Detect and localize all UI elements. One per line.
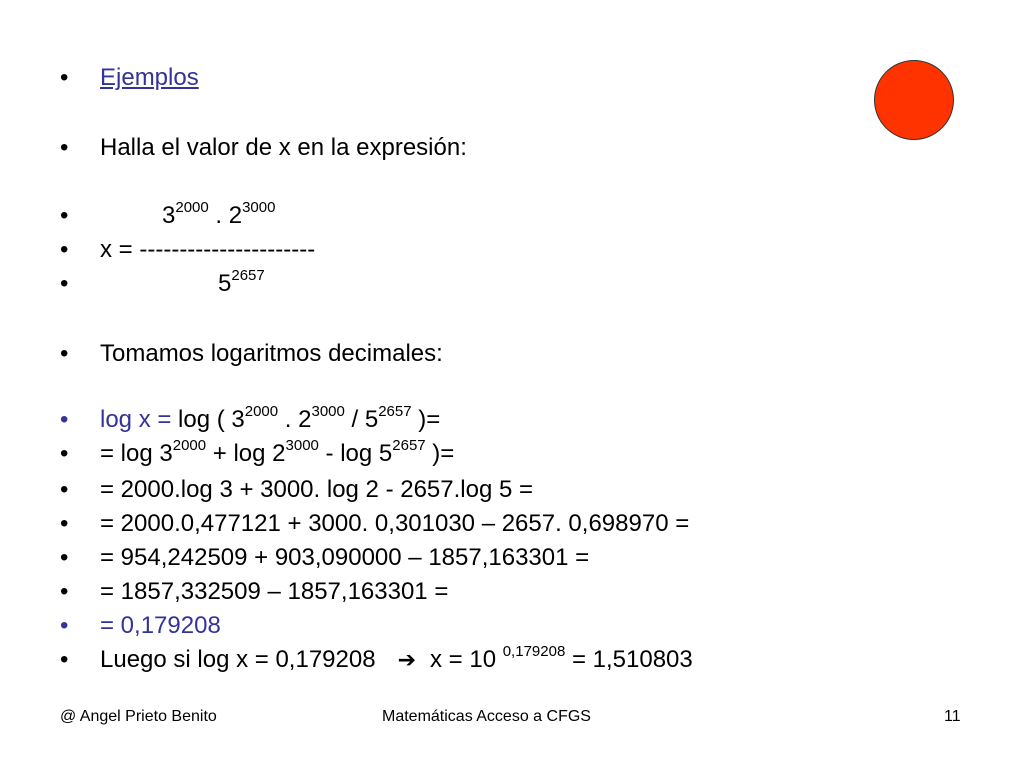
right-arrow-icon: ➔ xyxy=(397,648,416,673)
fraction-bar-text: x = ---------------------- xyxy=(100,236,316,263)
numerator-expression: $3^{2000}$ . $2^{3000}$ xyxy=(162,199,276,229)
conclusion-expression: Luego si log x = 0,179208 ➔ x = 10 $^{0,179208}$ = 1,510803 xyxy=(100,643,693,673)
bullet-marker: • xyxy=(60,340,69,367)
statement-text: Halla el valor de x en la expresión: xyxy=(100,134,467,161)
bullet-marker: • xyxy=(60,202,69,229)
footer-course: Matemáticas Acceso a CFGS xyxy=(382,708,591,725)
bullet-marker: • xyxy=(60,476,69,503)
examples-link[interactable]: Ejemplos xyxy=(100,64,199,91)
bullet-marker: • xyxy=(60,612,69,639)
step3-text: = 2000.0,477121 + 3000. 0,301030 – 2657. 0,698970 = xyxy=(100,510,690,537)
bullet-marker: • xyxy=(60,134,69,161)
red-circle-shape xyxy=(874,60,954,140)
bullet-marker: • xyxy=(60,440,69,467)
bullet-marker: • xyxy=(60,406,69,433)
bullet-marker: • xyxy=(60,64,69,91)
step1-expression: = $\log 3^{2000} + \log 2^{3000} - \log 5^{2657}$ )= xyxy=(100,437,455,467)
bullet-marker: • xyxy=(60,510,69,537)
bullet-marker: • xyxy=(60,578,69,605)
logx-expression: log x = log ( $3^{2000}$ . $2^{3000} / 5^{2657}$ )= xyxy=(100,403,441,433)
footer-author: @ Angel Prieto Benito xyxy=(60,708,217,725)
footer-page-number: 11 xyxy=(944,708,961,725)
step4-text: = 954,242509 + 903,090000 – 1857,163301 = xyxy=(100,544,590,571)
step5-text: = 1857,332509 – 1857,163301 = xyxy=(100,578,449,605)
bullet-marker: • xyxy=(60,270,69,297)
denominator-expression: $5^{2657}$ xyxy=(218,267,265,297)
bullet-marker: • xyxy=(60,236,69,263)
logs-text: Tomamos logaritmos decimales: xyxy=(100,340,443,367)
bullet-marker: • xyxy=(60,646,69,673)
bullet-marker: • xyxy=(60,544,69,571)
step2-text: = 2000.log 3 + 3000. log 2 - 2657.log 5 = xyxy=(100,476,534,503)
result-text: = 0,179208 xyxy=(100,612,221,639)
